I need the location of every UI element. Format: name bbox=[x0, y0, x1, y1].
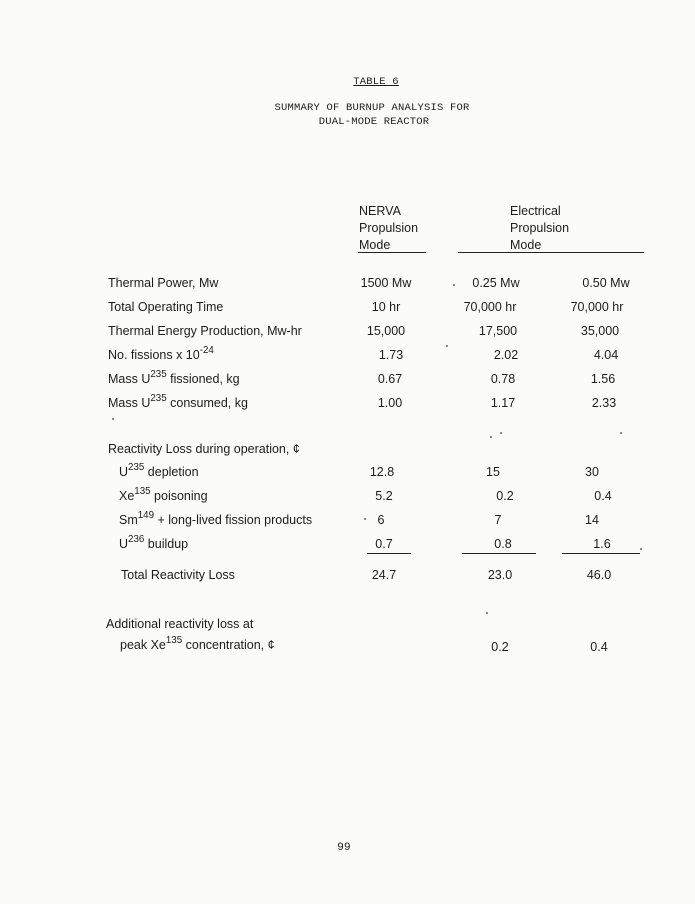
additional-label-line1: Additional reactivity loss at bbox=[106, 617, 254, 631]
label-text: U bbox=[119, 465, 129, 479]
isotope-number: 235 bbox=[150, 368, 167, 380]
cell-e1-mass-fissioned: 0.78 bbox=[490, 372, 516, 386]
scan-speck bbox=[620, 432, 622, 434]
cell-nerva-u235-depletion: 12.8 bbox=[369, 465, 395, 479]
cell-e1-fissions: 2.02 bbox=[493, 348, 519, 362]
cell-e2-additional: 0.4 bbox=[590, 640, 608, 654]
page-number: 99 bbox=[337, 842, 351, 854]
cell-e1-u235-depletion: 15 bbox=[486, 465, 500, 479]
isotope-number: 235 bbox=[128, 461, 145, 473]
label-text: fissioned, kg bbox=[166, 372, 240, 386]
cell-e1-energy-production: 17,500 bbox=[478, 324, 518, 338]
cell-e1-additional: 0.2 bbox=[491, 640, 509, 654]
e1-subtotal-rule bbox=[462, 553, 536, 554]
nerva-subtotal-rule bbox=[367, 553, 411, 554]
nerva-column-header bbox=[359, 203, 418, 254]
cell-nerva-u236-buildup: 0.7 bbox=[375, 537, 393, 551]
label-text: concentration, ¢ bbox=[182, 638, 275, 652]
cell-nerva-thermal-power: 1500 Mw bbox=[360, 276, 412, 290]
cell-e1-sm149-products: 7 bbox=[494, 513, 502, 527]
cell-nerva-operating-time: 10 hr bbox=[371, 300, 401, 314]
cell-e2-energy-production: 35,000 bbox=[580, 324, 620, 338]
scan-speck bbox=[446, 345, 448, 347]
row-label-energy-production: Thermal Energy Production, Mw-hr bbox=[108, 324, 302, 338]
label-text: No. fissions x 10 bbox=[108, 348, 200, 362]
cell-e1-mass-consumed: 1.17 bbox=[490, 396, 516, 410]
table-label: TABLE 6 bbox=[353, 76, 399, 88]
electrical-column-header bbox=[510, 203, 569, 254]
cell-e1-xe135-poisoning: 0.2 bbox=[496, 489, 514, 503]
electrical-header-line2: Propulsion bbox=[510, 221, 570, 235]
isotope-number: 135 bbox=[134, 485, 151, 497]
cell-e1-u236-buildup: 0.8 bbox=[494, 537, 512, 551]
row-label-fissions bbox=[108, 344, 214, 362]
label-text: U bbox=[119, 537, 129, 551]
cell-e2-u236-buildup: 1.6 bbox=[593, 537, 611, 551]
cell-e2-operating-time: 70,000 hr bbox=[570, 300, 624, 314]
cell-nerva-sm149-products: 6 bbox=[377, 513, 385, 527]
scan-speck bbox=[490, 436, 492, 438]
cell-e1-operating-time: 70,000 hr bbox=[463, 300, 517, 314]
cell-e1-thermal-power: 0.25 Mw bbox=[472, 276, 520, 290]
cell-e2-sm149-products: 14 bbox=[585, 513, 599, 527]
scan-speck bbox=[640, 548, 642, 550]
electrical-header-line1: Electrical bbox=[510, 204, 561, 218]
cell-nerva-energy-production: 15,000 bbox=[366, 324, 406, 338]
reactivity-heading: Reactivity Loss during operation, ¢ bbox=[108, 442, 300, 456]
row-label-total-reactivity: Total Reactivity Loss bbox=[121, 568, 235, 582]
cell-nerva-xe135-poisoning: 5.2 bbox=[375, 489, 393, 503]
row-label-mass-consumed bbox=[108, 392, 248, 410]
label-text: depletion bbox=[144, 465, 199, 479]
label-text: + long-lived fission products bbox=[154, 513, 313, 527]
row-label-u235-depletion bbox=[119, 461, 199, 479]
row-label-thermal-power: Thermal Power, Mw bbox=[108, 276, 219, 290]
row-label-operating-time: Total Operating Time bbox=[108, 300, 224, 314]
cell-nerva-fissions: 1.73 bbox=[378, 348, 404, 362]
cell-e2-mass-fissioned: 1.56 bbox=[590, 372, 616, 386]
nerva-header-line3: Mode bbox=[359, 238, 391, 252]
cell-nerva-total-reactivity: 24.7 bbox=[371, 568, 397, 582]
isotope-number: 149 bbox=[137, 509, 155, 521]
isotope-number: 135 bbox=[165, 634, 183, 646]
label-text: poisoning bbox=[150, 489, 208, 503]
cell-e2-u235-depletion: 30 bbox=[585, 465, 599, 479]
label-text: peak Xe bbox=[120, 638, 166, 652]
scan-speck bbox=[364, 518, 366, 520]
e2-subtotal-rule bbox=[562, 553, 640, 554]
label-text: buildup bbox=[144, 537, 189, 551]
row-label-sm149-products bbox=[119, 509, 313, 527]
cell-e2-fissions: 4.04 bbox=[593, 348, 619, 362]
nerva-header-line2: Propulsion bbox=[359, 221, 419, 235]
row-label-u236-buildup bbox=[119, 533, 189, 551]
scan-speck bbox=[500, 432, 502, 434]
cell-e2-thermal-power: 0.50 Mw bbox=[582, 276, 630, 290]
cell-nerva-mass-fissioned: 0.67 bbox=[377, 372, 403, 386]
nerva-header-line1: NERVA bbox=[359, 204, 401, 218]
isotope-number: 235 bbox=[150, 392, 167, 404]
table-title-line2: DUAL-MODE REACTOR bbox=[318, 116, 430, 128]
isotope-number: 236 bbox=[128, 533, 145, 545]
cell-e1-total-reactivity: 23.0 bbox=[487, 568, 513, 582]
label-text: Mass U bbox=[108, 396, 151, 410]
electrical-header-rule bbox=[458, 252, 644, 253]
electrical-header-line3: Mode bbox=[510, 238, 542, 252]
row-label-xe135-poisoning bbox=[119, 485, 208, 503]
cell-e2-mass-consumed: 2.33 bbox=[591, 396, 617, 410]
additional-label-line2 bbox=[120, 634, 275, 652]
exponent: -24 bbox=[199, 344, 214, 356]
label-text: Xe bbox=[119, 489, 135, 503]
table-title-line1: SUMMARY OF BURNUP ANALYSIS FOR bbox=[274, 102, 470, 114]
scan-speck bbox=[453, 284, 455, 286]
nerva-header-rule bbox=[358, 252, 426, 253]
cell-e2-total-reactivity: 46.0 bbox=[586, 568, 612, 582]
scan-speck bbox=[112, 418, 114, 420]
label-text: Sm bbox=[119, 513, 138, 527]
scan-speck bbox=[486, 612, 488, 614]
label-text: Mass U bbox=[108, 372, 151, 386]
cell-nerva-mass-consumed: 1.00 bbox=[377, 396, 403, 410]
label-text: consumed, kg bbox=[166, 396, 248, 410]
cell-e2-xe135-poisoning: 0.4 bbox=[594, 489, 612, 503]
row-label-mass-fissioned bbox=[108, 368, 240, 386]
